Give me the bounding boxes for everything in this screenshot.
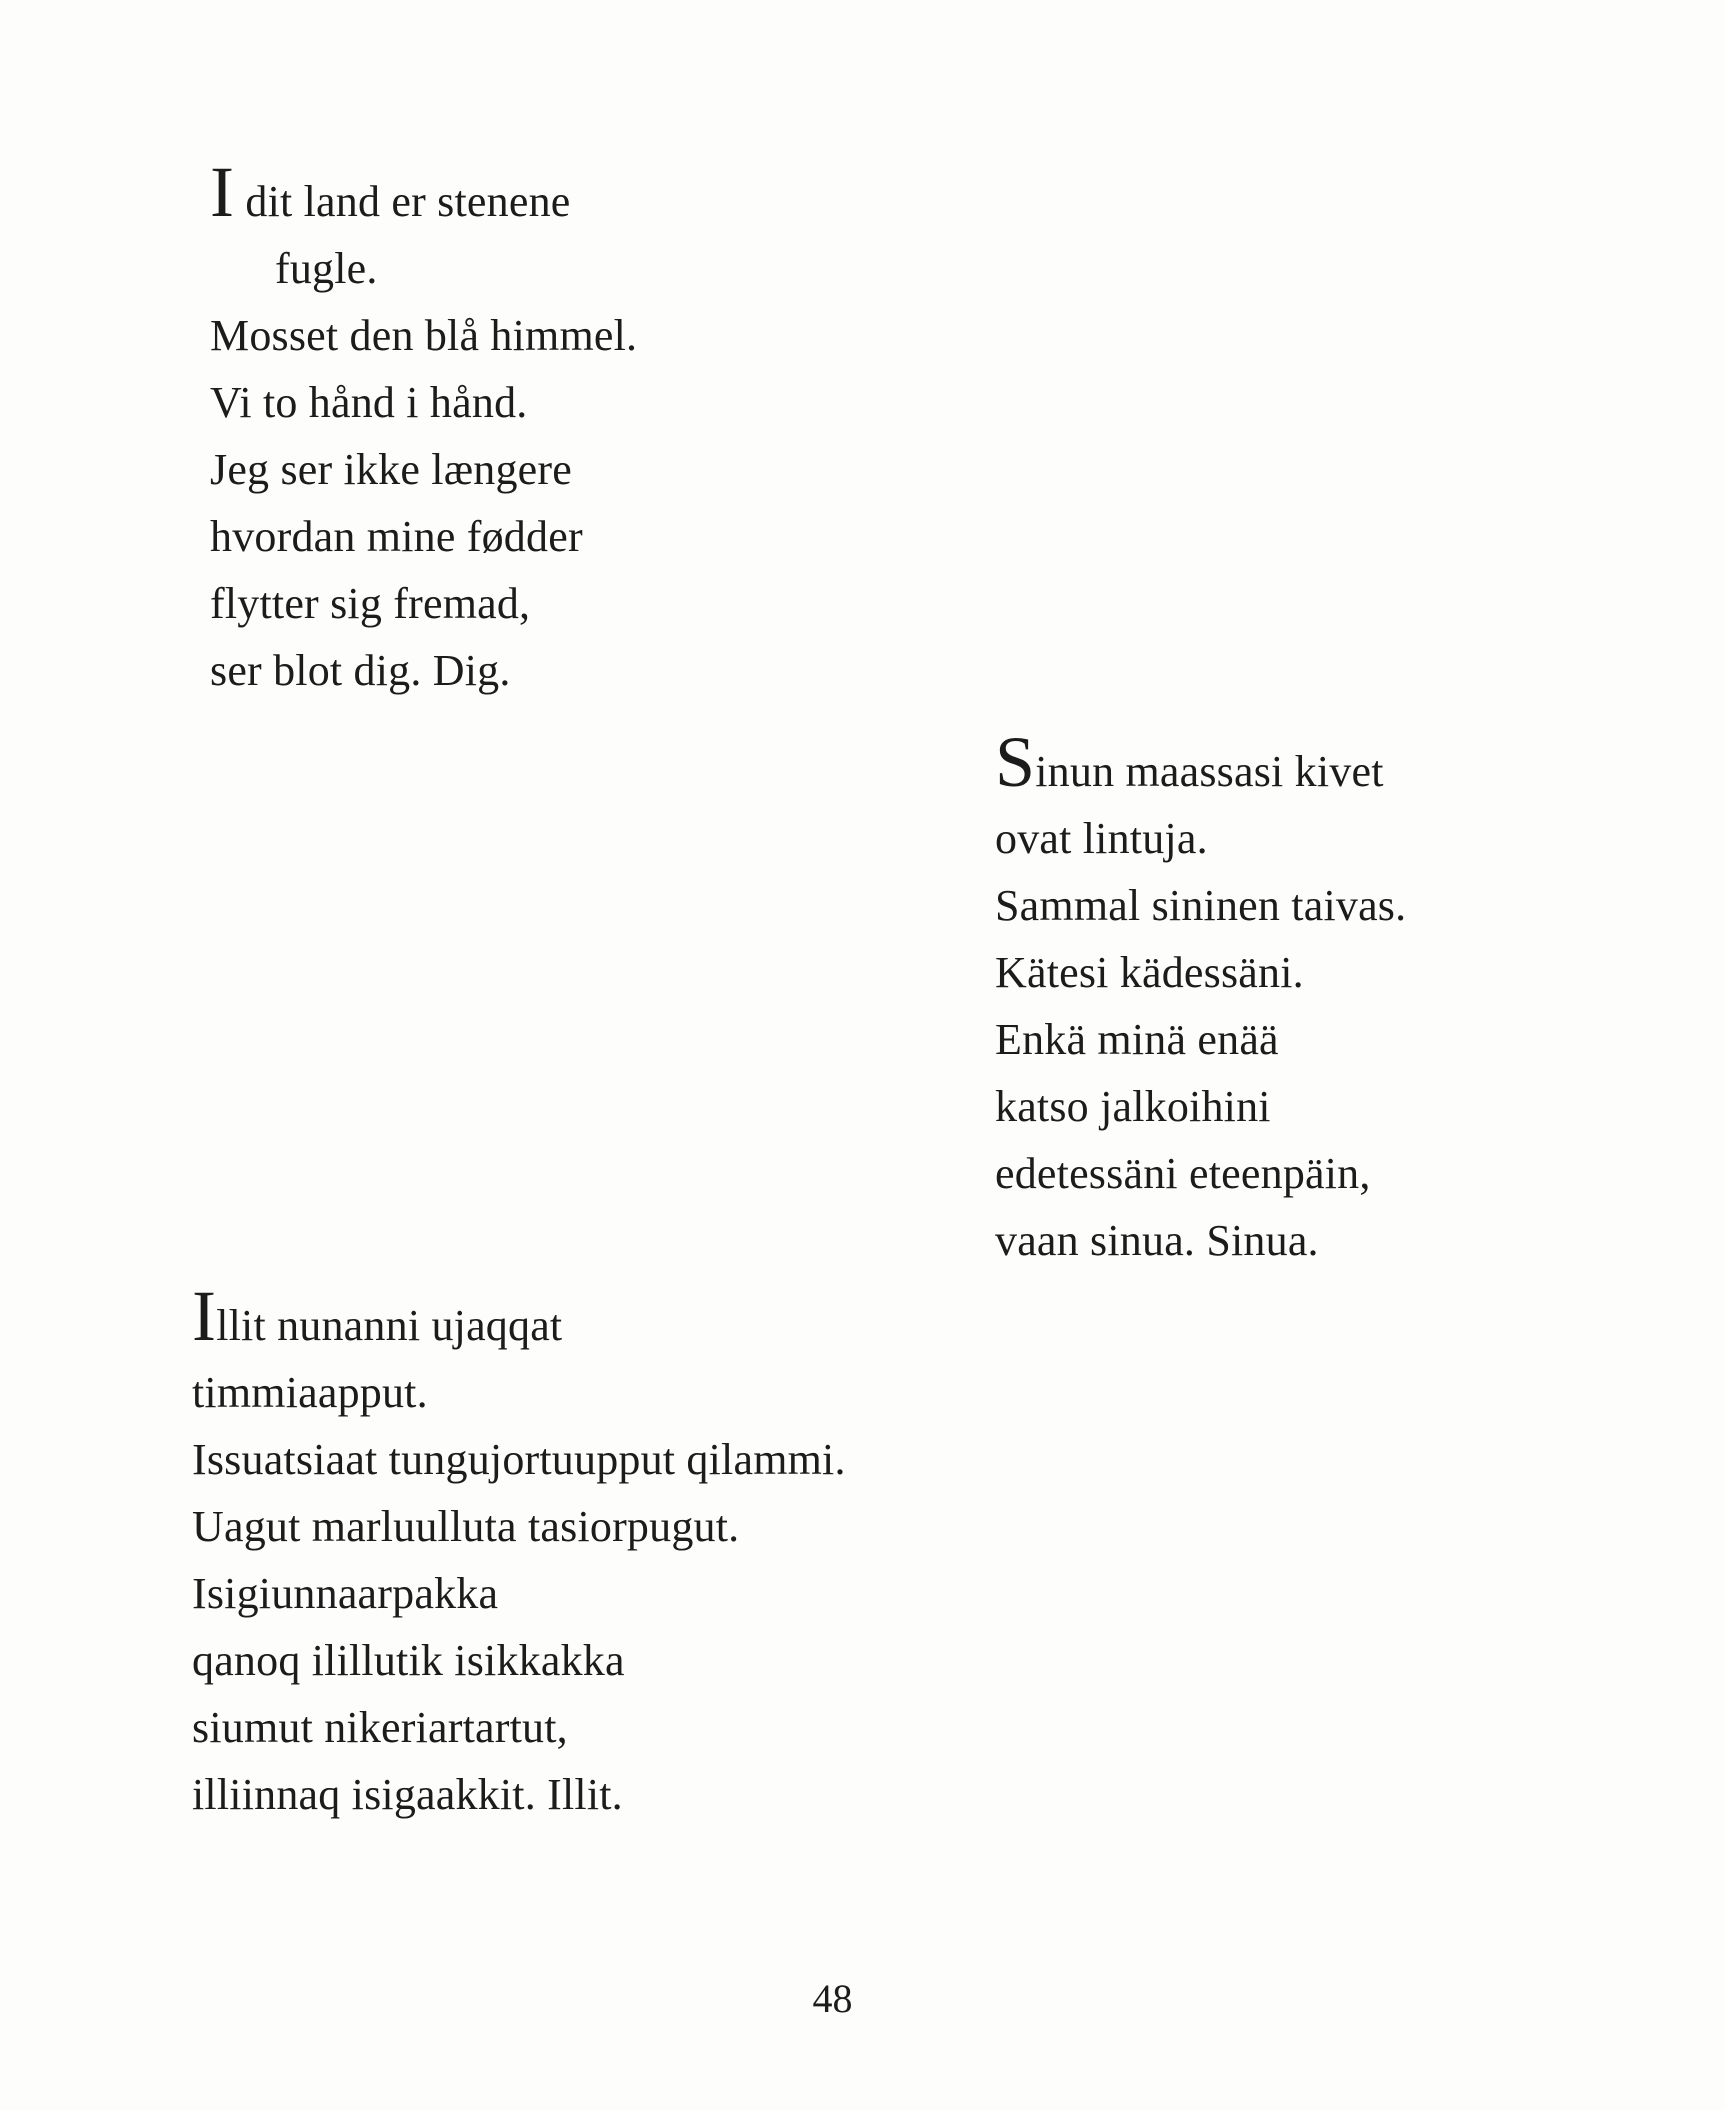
poem-line-1 (210, 152, 637, 235)
first-line-text: dit land er stenene (234, 177, 571, 226)
page-number: 48 (812, 1976, 853, 2021)
drop-cap: S (995, 722, 1036, 802)
poem-line-2: ovat lintuja. (995, 814, 1208, 863)
poem-danish (210, 152, 638, 704)
poem-line-6: qanoq ilillutik isikkakka (192, 1636, 625, 1685)
poem-line-4: Kätesi kädessäni. (995, 948, 1304, 997)
poem-line-2: fugle. (275, 244, 378, 293)
poem-line-1 (995, 722, 1406, 805)
poem-line-5: Enkä minä enää (995, 1015, 1279, 1064)
poem-finnish (995, 722, 1407, 1274)
poem-line-4: Vi to hånd i hånd. (210, 378, 528, 427)
poem-line-8: vaan sinua. Sinua. (995, 1216, 1319, 1265)
poem-line-2: timmiaapput. (192, 1368, 428, 1417)
poem-line-8: ser blot dig. Dig. (210, 646, 511, 695)
first-line-text: inun maassasi kivet (1035, 747, 1384, 796)
poem-line-7: edetessäni eteenpäin, (995, 1149, 1371, 1198)
poem-line-7: flytter sig fremad, (210, 579, 531, 628)
drop-cap: I (210, 152, 235, 232)
poem-line-3: Mosset den blå himmel. (210, 311, 638, 360)
poem-line-6: hvordan mine fødder (210, 512, 583, 561)
first-line-text: llit nunanni ujaqqat (216, 1301, 563, 1350)
poem-greenlandic (192, 1276, 846, 1828)
poem-line-7: siumut nikeriartartut, (192, 1703, 568, 1752)
poem-line-3: Sammal sininen taivas. (995, 881, 1407, 930)
poem-line-6: katso jalkoihini (995, 1082, 1271, 1131)
drop-cap: I (192, 1276, 217, 1356)
poem-line-5: Jeg ser ikke længere (210, 445, 572, 494)
poem-line-4: Uagut marluulluta tasiorpugut. (192, 1502, 740, 1551)
poem-line-5: Isigiunnaarpakka (192, 1569, 499, 1618)
poem-line-8: illiinnaq isigaakkit. Illit. (192, 1770, 623, 1819)
poem-line-1 (192, 1276, 846, 1359)
poem-line-3: Issuatsiaat tungujortuupput qilammi. (192, 1435, 846, 1484)
